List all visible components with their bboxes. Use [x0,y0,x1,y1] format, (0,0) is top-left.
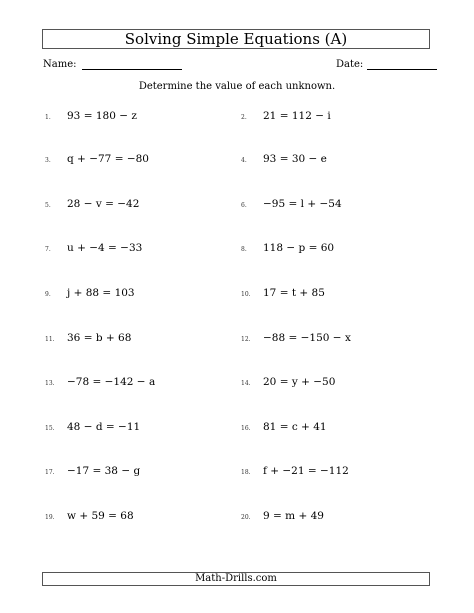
date-blank-line[interactable] [367,59,437,70]
problem-item [241,110,331,122]
date-field [336,59,437,70]
problem-item [241,332,351,344]
problem-item [45,510,134,522]
problem-item [241,287,325,299]
problem-equation: 81 = c + 41 [263,421,327,433]
name-blank-line[interactable] [82,59,182,70]
problem-number: 20. [241,514,251,521]
problem-item [45,110,137,122]
problem-item [241,421,327,433]
problem-item [45,242,142,254]
problem-number: 14. [241,380,251,387]
problem-equation: j + 88 = 103 [67,287,135,299]
problem-equation: 48 − d = −11 [67,421,141,433]
problem-equation: 21 = 112 − i [263,110,331,122]
problem-equation: w + 59 = 68 [67,510,134,522]
problem-number: 8. [241,246,247,253]
problem-equation: 93 = 180 − z [67,110,137,122]
problem-equation: f + −21 = −112 [263,465,349,477]
problem-number: 7. [45,246,51,253]
problem-number: 19. [45,514,55,521]
problem-equation: q + −77 = −80 [67,153,149,165]
problem-number: 2. [241,114,247,121]
footer-text: Math-Drills.com [195,573,277,584]
problem-item [241,242,334,254]
problem-item [45,376,155,388]
problem-equation: −78 = −142 − a [67,376,156,388]
problem-item [45,465,140,477]
problem-equation: 28 − v = −42 [67,198,140,210]
problem-equation: 17 = t + 85 [263,287,325,299]
name-label: Name: [43,59,77,70]
problem-number: 10. [241,291,251,298]
problem-number: 11. [45,336,55,343]
problem-equation: 93 = 30 − e [263,153,327,165]
worksheet-title: Solving Simple Equations (A) [124,29,348,48]
problem-number: 1. [45,114,51,121]
problem-number: 16. [241,425,251,432]
problem-item [241,376,335,388]
problem-item [241,510,324,522]
problem-item [45,287,135,299]
problem-item [241,198,342,210]
problem-item [45,421,140,433]
problem-equation: 118 − p = 60 [263,242,335,254]
problem-number: 5. [45,202,51,209]
name-field [43,59,182,70]
problem-number: 6. [241,202,247,209]
problem-number: 9. [45,291,51,298]
problem-equation: −88 = −150 − x [263,332,351,344]
problem-item [45,153,149,165]
instructions: Determine the value of each unknown. [138,81,336,92]
problem-number: 3. [45,157,51,164]
problem-equation: u + −4 = −33 [67,242,143,254]
problem-number: 13. [45,380,55,387]
problem-item [241,153,327,165]
worksheet-title-box [42,29,430,49]
problem-item [241,465,349,477]
footer-box [42,572,430,586]
problem-item [45,198,139,210]
problem-number: 17. [45,469,55,476]
problem-equation: 9 = m + 49 [263,510,324,522]
problem-number: 18. [241,469,251,476]
problem-number: 4. [241,157,247,164]
problem-item [45,332,131,344]
problem-equation: 20 = y + −50 [263,376,336,388]
problem-equation: −95 = l + −54 [263,198,342,210]
date-label: Date: [336,59,364,70]
problem-number: 15. [45,425,55,432]
problem-equation: −17 = 38 − g [67,465,141,477]
problem-equation: 36 = b + 68 [67,332,132,344]
problem-number: 12. [241,336,251,343]
